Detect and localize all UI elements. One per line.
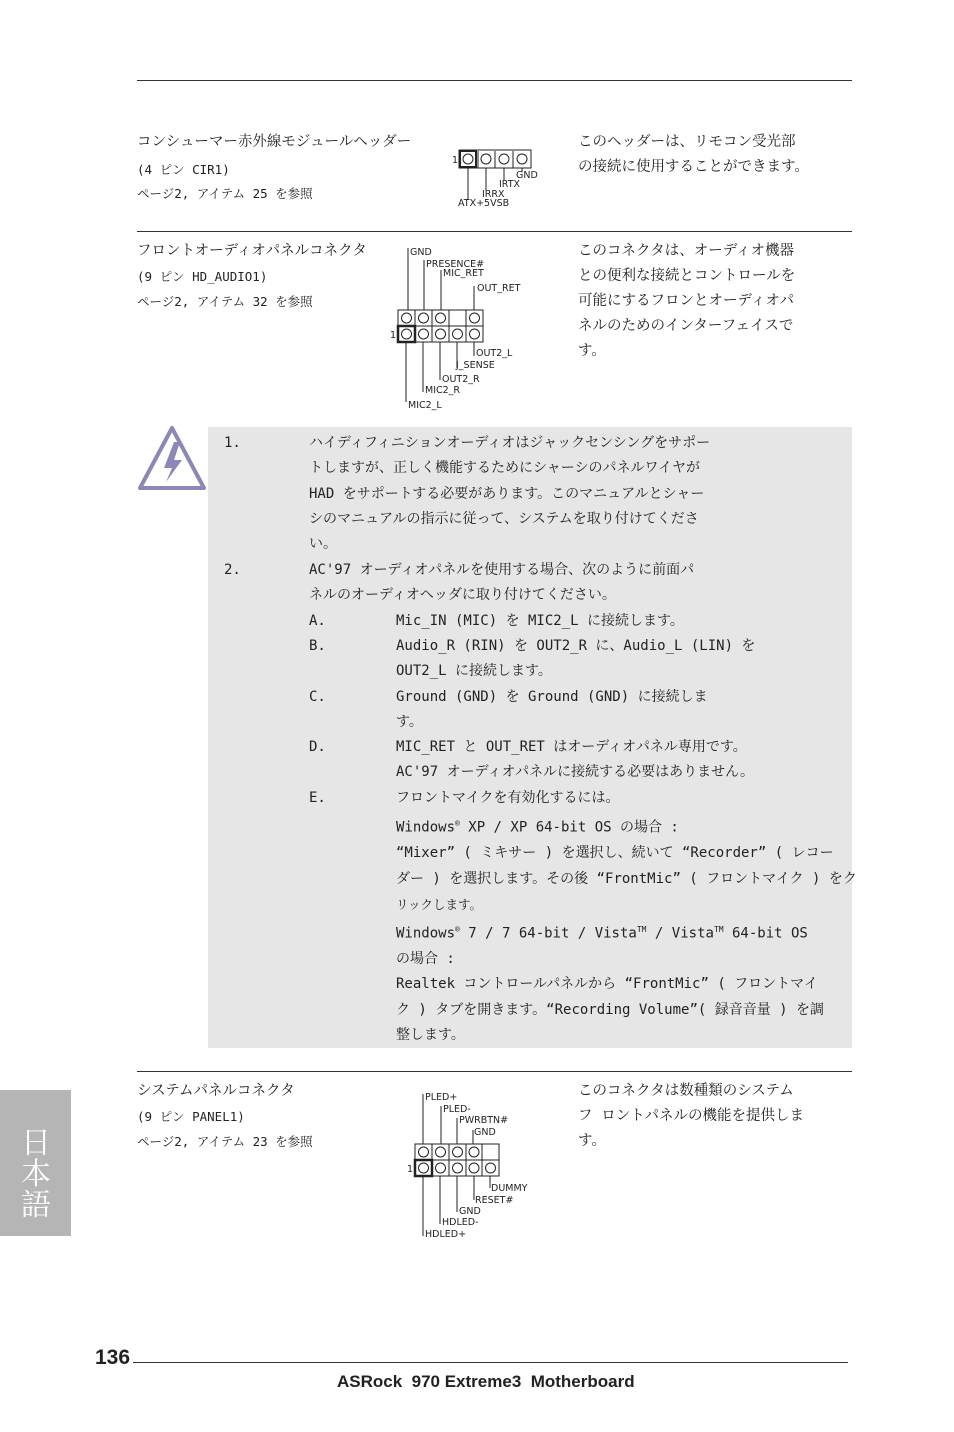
pin1-label: 1: [452, 155, 459, 166]
irrx-label: IRRX: [482, 189, 505, 200]
svg-text:DUMMY: DUMMY: [491, 1183, 528, 1194]
atx-label: ATX+5VSB: [458, 198, 510, 209]
panel-header-diagram: [405, 1088, 535, 1240]
divider-rule: [137, 231, 852, 232]
panel-title: システムパネルコネクタ: [137, 1083, 295, 1099]
svg-text:OUT2_R: OUT2_R: [442, 374, 480, 385]
audio-title: フロントオーディオパネルコネクタ: [137, 243, 367, 259]
svg-text:PRESENCE#: PRESENCE#: [426, 259, 485, 270]
panel-ref: ページ2, アイテム 23 を参照: [137, 1134, 313, 1149]
footer-rule: [133, 1362, 848, 1363]
page-number: 136: [95, 1346, 131, 1369]
audio-header-diagram: [388, 244, 528, 412]
irtx-label: IRTX: [499, 179, 521, 190]
svg-text:GND: GND: [410, 247, 432, 258]
cir-header-diagram: [452, 146, 552, 210]
lightning-warning-icon: [136, 424, 210, 494]
cir-pins: (4 ピン CIR1): [137, 162, 230, 177]
cir-ref: ページ2, アイテム 25 を参照: [137, 186, 313, 201]
svg-text:MIC2_R: MIC2_R: [425, 385, 461, 396]
svg-text:RESET#: RESET#: [475, 1195, 514, 1206]
divider-rule: [137, 1071, 852, 1072]
svg-text:PWRBTN#: PWRBTN#: [459, 1115, 509, 1126]
panel-description: このコネクタは数種類のシステム フ ロントパネルの機能を提供しま す。: [578, 1083, 804, 1149]
svg-text:GND: GND: [459, 1206, 481, 1217]
cir-description: このヘッダーは、リモコン受光部 の接続に使用することができます。: [578, 134, 809, 175]
panel-pins: (9 ピン PANEL1): [137, 1109, 245, 1124]
svg-text:J_SENSE: J_SENSE: [456, 360, 495, 371]
svg-text:1: 1: [407, 1164, 414, 1175]
gnd-label: GND: [516, 170, 538, 181]
top-rule: [137, 80, 852, 81]
svg-text:OUT2_L: OUT2_L: [476, 348, 513, 359]
language-tab-label: 日本語: [21, 1126, 51, 1223]
svg-text:HDLED+: HDLED+: [425, 1229, 467, 1240]
audio-description: このコネクタは、オーディオ機器 との便利な接続とコントロールを 可能にするフロンとオーディオパ ネルのためのインターフェイスで す。: [578, 243, 796, 359]
svg-text:MIC2_L: MIC2_L: [408, 400, 442, 411]
svg-text:MIC_RET: MIC_RET: [443, 268, 484, 279]
language-side-tab: [0, 1090, 71, 1236]
svg-text:1: 1: [390, 330, 397, 341]
audio-ref: ページ2, アイテム 32 を参照: [137, 294, 313, 309]
svg-text:GND: GND: [474, 1127, 496, 1138]
audio-pins: (9 ピン HD_AUDIO1): [137, 269, 268, 284]
note-2-text: AC'97 オーディオパネルを使用する場合、次のように前面パ ネルのオーディオヘッダに取り付けてください。: [309, 562, 695, 604]
svg-text:PLED-: PLED-: [443, 1104, 471, 1115]
cir-title: コンシューマー赤外線モジュールヘッダー: [137, 134, 412, 150]
svg-text:OUT_RET: OUT_RET: [477, 283, 521, 294]
svg-text:PLED+: PLED+: [425, 1092, 458, 1103]
note-1-text: ハイディフィニションオーディオはジャックセンシングをサポー トしますが、正しく機能するためにシャーシのパネルワイヤが HAD をサポートする必要があります。このマニュアルとシャー シのマニュアルの指示に従って、システムを取り付けてくださ い。: [309, 435, 711, 553]
svg-text:HDLED-: HDLED-: [442, 1217, 479, 1228]
footer-title: ASRock 970 Extreme3 Motherboard: [337, 1372, 635, 1391]
note-box: 1. ハイディフィニションオーディオはジャックセンシングをサポー トしますが、正しく機能するためにシャーシのパネルワイヤが HAD をサポートする必要があります。このマニュアルとシャー シのマニュアルの指示に従って、システムを取り付けてくださ い。 2. AC'97 オーディオパネルを使用する場合、次のように前面パ ネルのオーディオヘッダに取り付けてください。 A. Mic_IN (MIC) を MIC2_L に接続します。 B. Audio_R (RIN) を OUT2_R に、Audio_L (LIN) を OUT2_L に接続します。 C. Ground (GND) を Ground (GND) に接続しま す。 D. MIC_RET と OUT_RET はオーディオパネル専用です。 AC'97 オーディオパネルに接続する必要はありません。 E. フロントマイクを有効化するには。 Windows® XP / XP 64-bit OS の場合 : “Mixer” ( ミキサー ) を選択し、続いて “Recorder” ( レコー ダー ) を選択します。その後 “FrontMic” ( フロントマイク ) をク リックします。 Windows® 7 / 7 64-bit / Vista™ / Vista™ 64-bit OS の場合 : Realtek コントロールパネルから “FrontMic” ( フロントマイ ク ) タブを開きます。“Recording Volume”( 録音音量 ) を調 整します。: [208, 427, 852, 1048]
